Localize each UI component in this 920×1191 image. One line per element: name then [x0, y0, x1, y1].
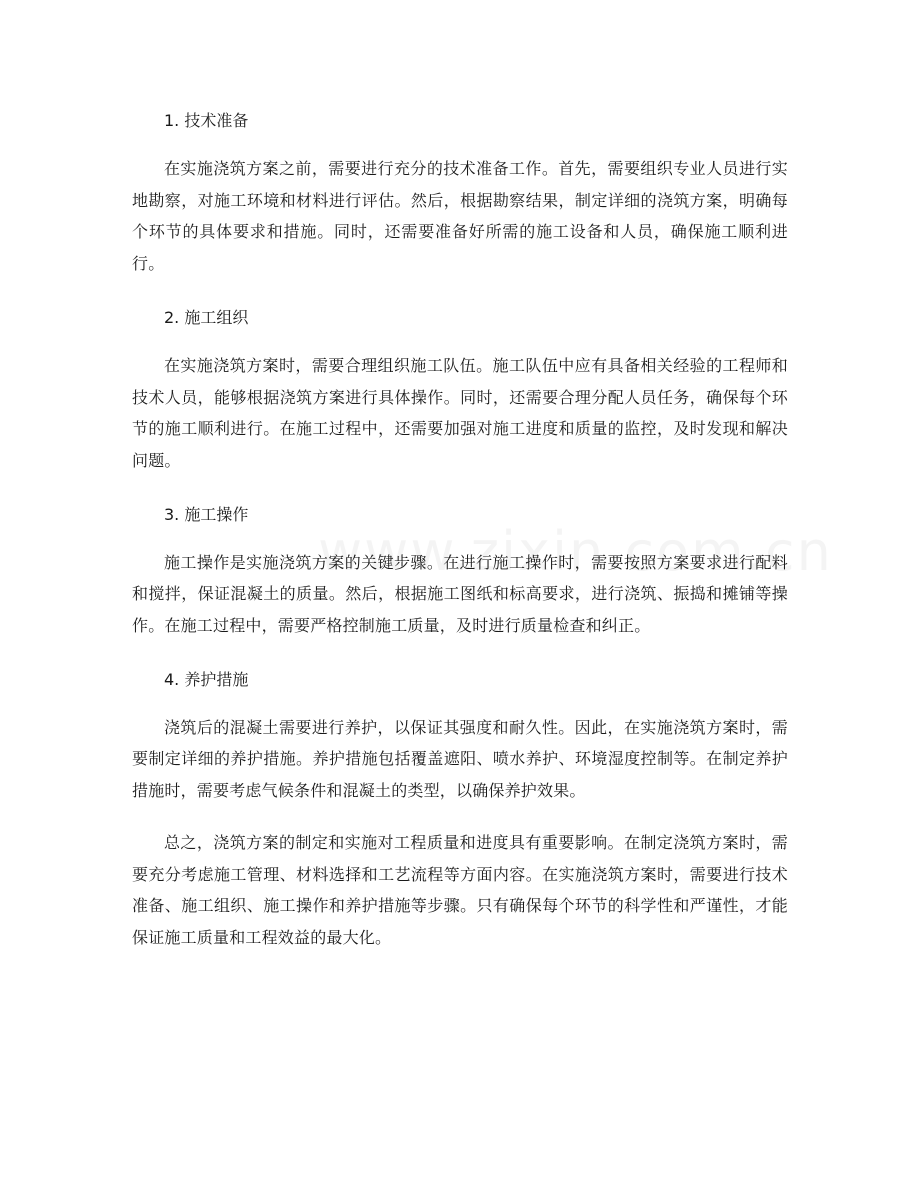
section-paragraph-2: 在实施浇筑方案时，需要合理组织施工队伍。施工队伍中应有具备相关经验的工程师和技术人员，能够根据浇筑方案进行具体操作。同时，还需要合理分配人员任务，确保每个环节的施工顺利进行。在施工过程中，还需要加强对施工进度和质量的监控，及时发现和解决问题。: [132, 355, 788, 470]
section-heading-3: 3. 施工操作: [164, 504, 249, 524]
section-paragraph-3: 施工操作是实施浇筑方案的关键步骤。在进行施工操作时，需要按照方案要求进行配料和搅拌，保证混凝土的质量。然后，根据施工图纸和标高要求，进行浇筑、振捣和摊铺等操作。在施工过程中，需要严格控制施工质量，及时进行质量检查和纠正。: [132, 552, 788, 636]
section-heading-2: 2. 施工组织: [164, 307, 249, 327]
section-heading-4: 4. 养护措施: [164, 669, 249, 689]
conclusion-paragraph: 总之，浇筑方案的制定和实施对工程质量和进度具有重要影响。在制定浇筑方案时，需要充分考虑施工管理、材料选择和工艺流程等方面内容。在实施浇筑方案时，需要进行技术准备、施工组织、施工操作和养护措施等步骤。只有确保每个环节的科学性和严谨性，才能保证施工质量和工程效益的最大化。: [132, 832, 788, 947]
section-paragraph-1: 在实施浇筑方案之前，需要进行充分的技术准备工作。首先，需要组织专业人员进行实地勘察，对施工环境和材料进行评估。然后，根据勘察结果，制定详细的浇筑方案，明确每个环节的具体要求和措施。同时，还需要准备好所需的施工设备和人员，确保施工顺利进行。: [132, 159, 788, 274]
document-body: [132, 103, 788, 974]
section-heading-1: 1. 技术准备: [164, 111, 249, 130]
section-paragraph-4: 浇筑后的混凝土需要进行养护，以保证其强度和耐久性。因此，在实施浇筑方案时，需要制定详细的养护措施。养护措施包括覆盖遮阳、喷水养护、环境湿度控制等。在制定养护措施时，需要考虑气候条件和混凝土的类型，以确保养护效果。: [132, 717, 788, 801]
